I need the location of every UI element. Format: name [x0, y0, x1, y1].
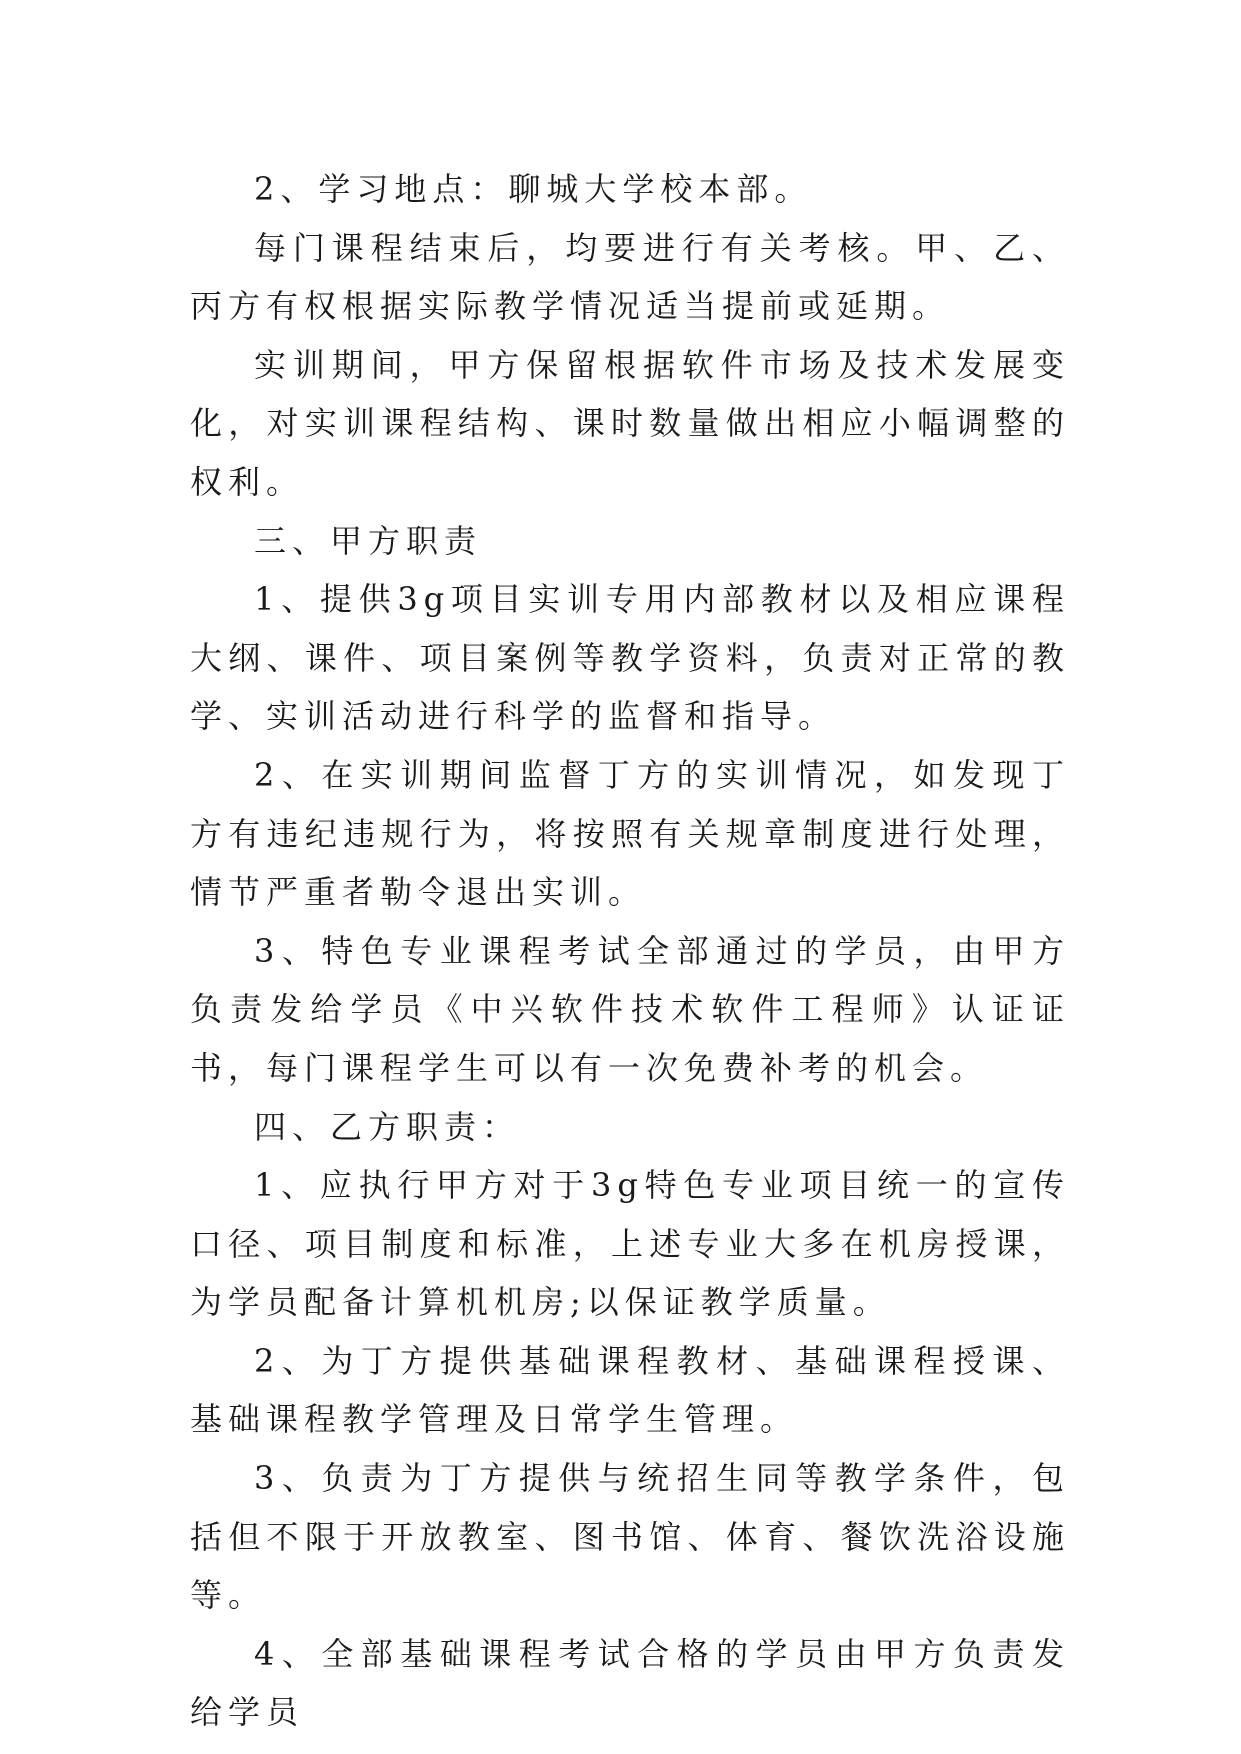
section-heading-party-a-duties: 三、甲方职责	[254, 521, 483, 560]
paragraph-party-a-duty-3: 3、特色专业课程考试全部通过的学员，由甲方负责发给学员《中兴软件技术软件工程师》认证证书，每门课程学生可以有一次免费补考的机会。	[190, 931, 1070, 1087]
section-heading-party-b-duties: 四、乙方职责：	[254, 1107, 521, 1146]
paragraph-party-b-duty-2: 2、为丁方提供基础课程教材、基础课程授课、基础课程教学管理及日常学生管理。	[190, 1341, 1070, 1439]
paragraph-study-location: 2、学习地点：聊城大学校本部。	[254, 170, 813, 208]
paragraph-party-b-duty-4: 4、全部基础课程考试合格的学员由甲方负责发给学员	[190, 1634, 1070, 1732]
paragraph-curriculum-adjustment: 实训期间，甲方保留根据软件市场及技术发展变化，对实训课程结构、课时数量做出相应小幅调整的权利。	[190, 345, 1070, 501]
paragraph-party-b-duty-3: 3、负责为丁方提供与统招生同等教学条件，包括但不限于开放教室、图书馆、体育、餐饮洗浴设施等。	[190, 1459, 1070, 1615]
document-body	[190, 160, 1070, 1742]
paragraph-party-a-duty-1: 1、提供3g项目实训专用内部教材以及相应课程大纲、课件、项目案例等教学资料，负责对正常的教学、实训活动进行科学的监督和指导。	[190, 580, 1070, 736]
paragraph-course-assessment: 每门课程结束后，均要进行有关考核。甲、乙、丙方有权根据实际教学情况适当提前或延期。	[190, 228, 1070, 326]
paragraph-party-a-duty-2: 2、在实训期间监督丁方的实训情况，如发现丁方有违纪违规行为，将按照有关规章制度进行处理，情节严重者勒令退出实训。	[190, 755, 1070, 912]
paragraph-party-b-duty-1: 1、应执行甲方对于3g特色专业项目统一的宣传口径、项目制度和标准，上述专业大多在机房授课，为学员配备计算机机房;以保证教学质量。	[190, 1166, 1070, 1322]
